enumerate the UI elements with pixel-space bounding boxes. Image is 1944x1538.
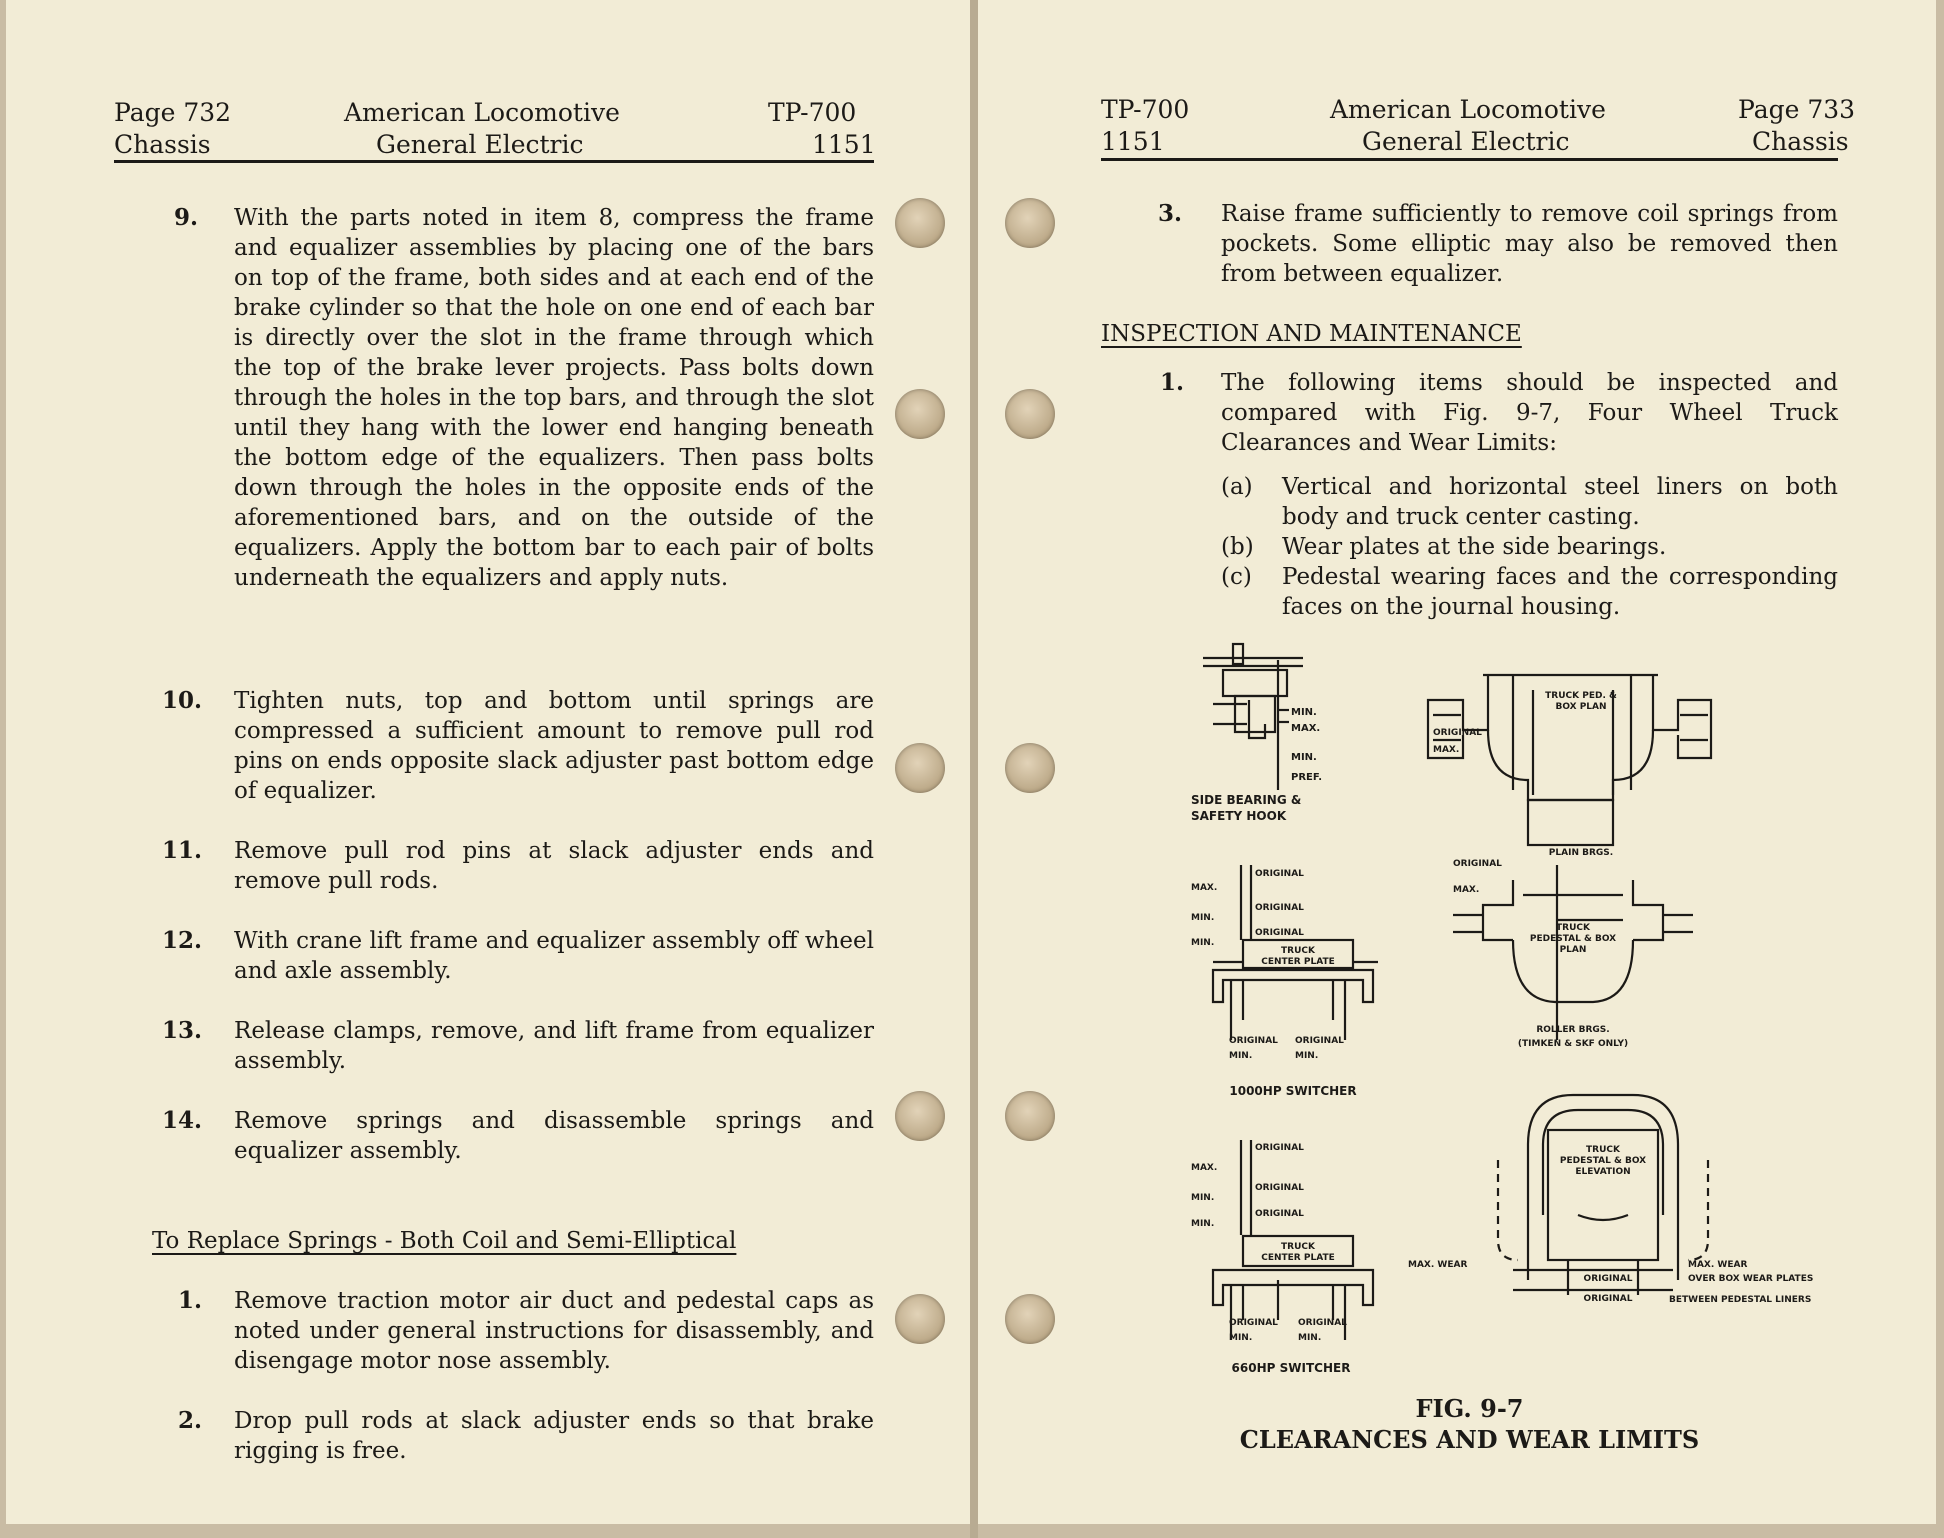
fig-label-original: ORIGINAL <box>1229 1036 1278 1046</box>
fig-label-original: ORIGINAL <box>1255 869 1304 879</box>
item-number: 11. <box>162 837 203 864</box>
fig-label-max: MAX. <box>1433 745 1460 755</box>
right-header-rule <box>1101 158 1838 161</box>
fig-label-min: MIN. <box>1191 1193 1215 1203</box>
left-company-1: American Locomotive <box>344 98 620 127</box>
figure-number: FIG. 9-7 <box>1415 1394 1524 1423</box>
plain-box-label: BOX PLAN <box>1555 702 1607 712</box>
binder-hole <box>895 389 945 439</box>
binder-hole <box>895 743 945 793</box>
item-number: 10. <box>162 687 203 714</box>
center-plate-660-drawing <box>1213 1140 1373 1340</box>
between-liners-label: BETWEEN PEDESTAL LINERS <box>1669 1295 1812 1305</box>
fig-label-min: MIN. <box>1298 1333 1322 1343</box>
center-plate-label: TRUCK <box>1281 1242 1315 1252</box>
subitem-text: Wear plates at the side bearings. <box>1282 534 1667 560</box>
item-number: 3. <box>1158 200 1183 227</box>
item-text: Remove traction motor air duct and pedestal caps as noted under general instructions for disassembly, and disengage motor nose assembly. <box>234 1288 874 1374</box>
elevation-label: ELEVATION <box>1575 1167 1631 1177</box>
fig-label-min: MIN. <box>1291 752 1317 763</box>
item-number: 1. <box>178 1287 203 1314</box>
fig-label-min: MIN. <box>1229 1333 1253 1343</box>
item-number: 1. <box>1160 369 1185 396</box>
plain-brgs-caption: PLAIN BRGS. <box>1548 848 1614 858</box>
binder-hole <box>1005 743 1055 793</box>
left-doc-number: TP-700 <box>768 98 857 127</box>
fig-label-min: MIN. <box>1191 913 1215 923</box>
left-header-rule <box>114 160 874 163</box>
subitem-label: (c) <box>1221 564 1252 590</box>
fig-label-pref: PREF. <box>1291 772 1323 783</box>
center-plate-label: TRUCK <box>1281 946 1315 956</box>
right-page <box>978 0 1936 1524</box>
left-page <box>6 0 970 1524</box>
fig-label-original: ORIGINAL <box>1295 1036 1344 1046</box>
book-gutter <box>970 0 978 1538</box>
figure-title: CLEARANCES AND WEAR LIMITS <box>1239 1425 1700 1454</box>
side-bearing-drawing <box>1203 644 1303 790</box>
left-section-name: Chassis <box>114 130 211 159</box>
subitem-label: (a) <box>1221 474 1253 500</box>
binder-hole <box>895 1091 945 1141</box>
switcher-1000-caption: 1000HP SWITCHER <box>1229 1084 1357 1098</box>
side-bearing-caption: SAFETY HOOK <box>1191 809 1287 823</box>
item-text: Tighten nuts, top and bottom until springs are compressed a sufficient amount to remove pull rod pins on ends opposite slack adjuster past bottom edge of equalizer. <box>234 688 874 804</box>
binder-hole <box>1005 1091 1055 1141</box>
binder-hole <box>1005 198 1055 248</box>
roller-box-label: TRUCK <box>1556 923 1590 933</box>
fig-label-original: ORIGINAL <box>1583 1274 1633 1284</box>
right-revision: 1151 <box>1101 127 1165 156</box>
left-revision: 1151 <box>812 130 876 159</box>
elevation-label: TRUCK <box>1586 1145 1620 1155</box>
right-section-name: Chassis <box>1752 127 1849 156</box>
fig-label-original: ORIGINAL <box>1229 1318 1278 1328</box>
item-number: 12. <box>162 927 203 954</box>
roller-box-label: PEDESTAL & BOX <box>1529 934 1617 944</box>
center-plate-label: CENTER PLATE <box>1261 957 1335 967</box>
max-wear-box-label: OVER BOX WEAR PLATES <box>1688 1274 1814 1284</box>
subitem-label: (b) <box>1221 534 1254 560</box>
fig-label-original: ORIGINAL <box>1583 1294 1633 1304</box>
fig-label-min: MIN. <box>1229 1051 1253 1061</box>
binder-hole <box>895 1294 945 1344</box>
right-doc-number: TP-700 <box>1101 95 1190 124</box>
item-text: Release clamps, remove, and lift frame from equalizer assembly. <box>234 1018 874 1074</box>
binder-hole <box>1005 389 1055 439</box>
elevation-label: PEDESTAL & BOX <box>1559 1156 1647 1166</box>
roller-box-label: PLAN <box>1559 945 1587 955</box>
item-number: 13. <box>162 1017 203 1044</box>
item-text: The following items should be inspected and compared with Fig. 9-7, Four Wheel Truck Clearances and Wear Limits: <box>1221 370 1838 456</box>
fig-label-min: MIN. <box>1291 707 1317 718</box>
plain-box-label: TRUCK PED. & <box>1545 691 1617 701</box>
right-page-number: Page 733 <box>1738 95 1856 124</box>
binder-hole <box>895 198 945 248</box>
fig-label-min: MIN. <box>1191 938 1215 948</box>
fig-label-original: ORIGINAL <box>1453 859 1502 869</box>
switcher-660-caption: 660HP SWITCHER <box>1231 1361 1351 1375</box>
fig-label-max: MAX. <box>1453 885 1480 895</box>
fig-label-original: ORIGINAL <box>1298 1318 1347 1328</box>
clearances-figure <box>1183 640 1843 1375</box>
right-company-1: American Locomotive <box>1330 95 1606 124</box>
side-bearing-caption: SIDE BEARING & <box>1191 793 1302 807</box>
fig-label-original: ORIGINAL <box>1255 1183 1304 1193</box>
item-text: Raise frame sufficiently to remove coil springs from pockets. Some elliptic may also be removed then from between equalizer. <box>1221 201 1838 287</box>
fig-label-min: MIN. <box>1295 1051 1319 1061</box>
replace-springs-heading: To Replace Springs - Both Coil and Semi-Elliptical <box>152 1228 737 1254</box>
fig-label-max-wear: MAX. WEAR <box>1408 1260 1468 1270</box>
item-text: Remove pull rod pins at slack adjuster ends and remove pull rods. <box>234 838 874 894</box>
fig-label-original: ORIGINAL <box>1255 1209 1304 1219</box>
binder-hole <box>1005 1294 1055 1344</box>
fig-label-max: MAX. <box>1291 723 1321 734</box>
right-company-2: General Electric <box>1362 127 1570 156</box>
item-text: With the parts noted in item 8, compress the frame and equalizer assemblies by placing one of the bars on top of the frame, both sides and at each end of the brake cylinder so that the hole on one end of each bar is directly over the slot in the frame through which the top of the brake lever projects. Pass bolts down through the holes in the top bars, and through the slot until they hang with the lower end hanging beneath the bottom edge of the equalizers. Then pass bolts down through the holes in the opposite ends of the aforementioned bars, and on the outside of the equalizers. Apply the bottom bar to each pair of bolts underneath the equalizers and apply nuts. <box>234 205 874 591</box>
roller-brgs-caption: ROLLER BRGS. <box>1536 1025 1610 1035</box>
item-number: 14. <box>162 1107 203 1134</box>
left-page-number: Page 732 <box>114 98 232 127</box>
left-company-2: General Electric <box>376 130 584 159</box>
center-plate-label: CENTER PLATE <box>1261 1253 1335 1263</box>
roller-brgs-note: (TIMKEN & SKF ONLY) <box>1517 1039 1629 1049</box>
item-text: Remove springs and disassemble springs and equalizer assembly. <box>234 1108 874 1164</box>
fig-label-original: ORIGINAL <box>1255 903 1304 913</box>
fig-label-original: ORIGINAL <box>1255 1143 1304 1153</box>
fig-label-min: MIN. <box>1191 1219 1215 1229</box>
max-wear-box-label: MAX. WEAR <box>1688 1260 1748 1270</box>
item-text: With crane lift frame and equalizer assembly off wheel and axle assembly. <box>234 928 874 984</box>
fig-label-max: MAX. <box>1191 1163 1218 1173</box>
fig-label-original: ORIGINAL <box>1255 928 1304 938</box>
inspection-heading: INSPECTION AND MAINTENANCE <box>1101 321 1522 347</box>
item-text: Drop pull rods at slack adjuster ends so that brake rigging is free. <box>234 1408 874 1464</box>
fig-label-original: ORIGINAL <box>1433 728 1482 738</box>
subitem-text: Pedestal wearing faces and the corresponding faces on the journal housing. <box>1282 564 1838 620</box>
item-number: 2. <box>178 1407 203 1434</box>
subitem-text: Vertical and horizontal steel liners on both body and truck center casting. <box>1282 474 1838 530</box>
elevation-drawing <box>1498 1095 1708 1295</box>
item-number: 9. <box>174 204 199 231</box>
fig-label-max: MAX. <box>1191 883 1218 893</box>
